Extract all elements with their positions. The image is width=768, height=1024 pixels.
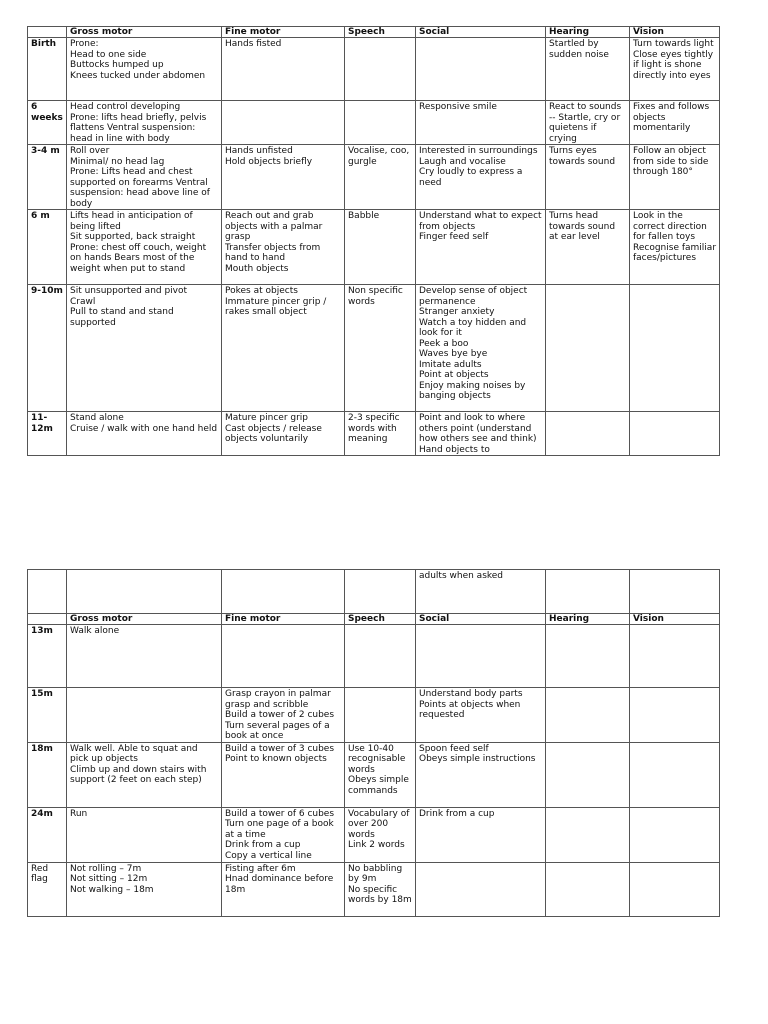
hearing-cell — [546, 570, 630, 614]
social-cell: Responsive smile — [416, 101, 546, 145]
social-cell: adults when asked — [416, 570, 546, 614]
header-hearing: Hearing — [546, 27, 630, 38]
social-cell: Spoon feed self Obeys simple instructions — [416, 742, 546, 807]
header-vision: Vision — [630, 27, 720, 38]
table-row — [28, 807, 720, 862]
speech-cell: Babble — [345, 210, 416, 285]
age-cell: 15m — [28, 688, 67, 743]
hearing-cell: Turns eyes towards sound — [546, 145, 630, 210]
vision-cell — [630, 285, 720, 412]
age-cell: Red flag — [28, 862, 67, 916]
social-cell: Understand what to expect from objects Finger feed self — [416, 210, 546, 285]
header-fine-motor: Fine motor — [222, 614, 345, 625]
age-cell — [28, 570, 67, 614]
table-row — [28, 625, 720, 688]
table-row — [28, 285, 720, 412]
fine-motor-cell: Hands fisted — [222, 38, 345, 101]
header-fine-motor: Fine motor — [222, 27, 345, 38]
social-cell: Interested in surroundings Laugh and vocalise Cry loudly to express a need — [416, 145, 546, 210]
hearing-cell: Turns head towards sound at ear level — [546, 210, 630, 285]
header-social: Social — [416, 614, 546, 625]
speech-cell — [345, 101, 416, 145]
hearing-cell — [546, 285, 630, 412]
social-cell: Develop sense of object permanence Stranger anxiety Watch a toy hidden and look for it Peek a boo Waves bye bye Imitate adults Point at objects Enjoy making noises by banging objects — [416, 285, 546, 412]
fine-motor-cell — [222, 570, 345, 614]
social-cell — [416, 625, 546, 688]
vision-cell: Turn towards light Close eyes tightly if light is shone directly into eyes — [630, 38, 720, 101]
social-cell — [416, 38, 546, 101]
fine-motor-cell: Hands unfisted Hold objects briefly — [222, 145, 345, 210]
hearing-cell — [546, 625, 630, 688]
table-row — [28, 145, 720, 210]
age-cell: 3-4 m — [28, 145, 67, 210]
fine-motor-cell: Build a tower of 6 cubes Turn one page of a book at a time Drink from a cup Copy a vertical line — [222, 807, 345, 862]
gross-motor-cell: Walk well. Able to squat and pick up objects Climb up and down stairs with support (2 feet on each step) — [67, 742, 222, 807]
gross-motor-cell: Prone: Head to one side Buttocks humped up Knees tucked under abdomen — [67, 38, 222, 101]
age-cell: Birth — [28, 38, 67, 101]
gross-motor-cell: Head control developing Prone: lifts head briefly, pelvis flattens Ventral suspension: head in line with body — [67, 101, 222, 145]
hearing-cell: Startled by sudden noise — [546, 38, 630, 101]
table-row — [28, 742, 720, 807]
vision-cell: Fixes and follows objects momentarily — [630, 101, 720, 145]
social-cell — [416, 862, 546, 916]
header-age — [28, 614, 67, 625]
gross-motor-cell: Stand alone Cruise / walk with one hand held — [67, 412, 222, 456]
table-row — [28, 412, 720, 456]
table-row — [28, 862, 720, 916]
age-cell: 6 m — [28, 210, 67, 285]
fine-motor-cell: Reach out and grab objects with a palmar grasp Transfer objects from hand to hand Mouth objects — [222, 210, 345, 285]
hearing-cell: React to sounds -- Startle, cry or quietens if crying — [546, 101, 630, 145]
gross-motor-cell: Lifts head in anticipation of being lifted Sit supported, back straight Prone: chest off couch, weight on hands Bears most of the weight when put to stand — [67, 210, 222, 285]
speech-cell — [345, 688, 416, 743]
fine-motor-cell — [222, 101, 345, 145]
header-speech: Speech — [345, 27, 416, 38]
fine-motor-cell: Pokes at objects Immature pincer grip / rakes small object — [222, 285, 345, 412]
milestones-table-page2 — [27, 569, 720, 917]
table-row — [28, 688, 720, 743]
table-row — [28, 210, 720, 285]
gross-motor-cell: Walk alone — [67, 625, 222, 688]
speech-cell — [345, 625, 416, 688]
speech-cell — [345, 38, 416, 101]
age-cell: 11-12m — [28, 412, 67, 456]
age-cell: 9-10m — [28, 285, 67, 412]
hearing-cell — [546, 807, 630, 862]
hearing-cell — [546, 862, 630, 916]
social-cell: Understand body parts Points at objects when requested — [416, 688, 546, 743]
social-cell: Drink from a cup — [416, 807, 546, 862]
vision-cell: Follow an object from side to side through 180° — [630, 145, 720, 210]
gross-motor-cell: Not rolling – 7m Not sitting – 12m Not walking – 18m — [67, 862, 222, 916]
gross-motor-cell — [67, 688, 222, 743]
table-row — [28, 101, 720, 145]
header-hearing: Hearing — [546, 614, 630, 625]
age-cell: 13m — [28, 625, 67, 688]
header-row — [28, 27, 720, 38]
fine-motor-cell — [222, 625, 345, 688]
vision-cell: Look in the correct direction for fallen toys Recognise familiar faces/pictures — [630, 210, 720, 285]
vision-cell — [630, 742, 720, 807]
speech-cell: Use 10-40 recognisable words Obeys simple commands — [345, 742, 416, 807]
milestones-table-page1 — [27, 26, 720, 456]
continuation-row — [28, 570, 720, 614]
vision-cell — [630, 625, 720, 688]
header-row — [28, 614, 720, 625]
gross-motor-cell: Roll over Minimal/ no head lag Prone: Lifts head and chest supported on forearms Ventral suspension: head above line of body — [67, 145, 222, 210]
vision-cell — [630, 570, 720, 614]
header-gross-motor: Gross motor — [67, 614, 222, 625]
speech-cell: Non specific words — [345, 285, 416, 412]
hearing-cell — [546, 412, 630, 456]
header-gross-motor: Gross motor — [67, 27, 222, 38]
fine-motor-cell: Build a tower of 3 cubes Point to known objects — [222, 742, 345, 807]
age-cell: 6 weeks — [28, 101, 67, 145]
age-cell: 24m — [28, 807, 67, 862]
gross-motor-cell: Run — [67, 807, 222, 862]
age-cell: 18m — [28, 742, 67, 807]
speech-cell — [345, 570, 416, 614]
fine-motor-cell: Grasp crayon in palmar grasp and scribble Build a tower of 2 cubes Turn several pages of a book at once — [222, 688, 345, 743]
vision-cell — [630, 862, 720, 916]
header-speech: Speech — [345, 614, 416, 625]
header-age — [28, 27, 67, 38]
vision-cell — [630, 688, 720, 743]
hearing-cell — [546, 688, 630, 743]
header-social: Social — [416, 27, 546, 38]
vision-cell — [630, 807, 720, 862]
fine-motor-cell: Mature pincer grip Cast objects / release objects voluntarily — [222, 412, 345, 456]
gross-motor-cell: Sit unsupported and pivot Crawl Pull to stand and stand supported — [67, 285, 222, 412]
vision-cell — [630, 412, 720, 456]
gross-motor-cell — [67, 570, 222, 614]
social-cell: Point and look to where others point (understand how others see and think) Hand objects to — [416, 412, 546, 456]
hearing-cell — [546, 742, 630, 807]
fine-motor-cell: Fisting after 6m Hnad dominance before 18m — [222, 862, 345, 916]
speech-cell: 2-3 specific words with meaning — [345, 412, 416, 456]
speech-cell: Vocabulary of over 200 words Link 2 words — [345, 807, 416, 862]
table-row — [28, 38, 720, 101]
speech-cell: Vocalise, coo, gurgle — [345, 145, 416, 210]
header-vision: Vision — [630, 614, 720, 625]
speech-cell: No babbling by 9m No specific words by 18m — [345, 862, 416, 916]
